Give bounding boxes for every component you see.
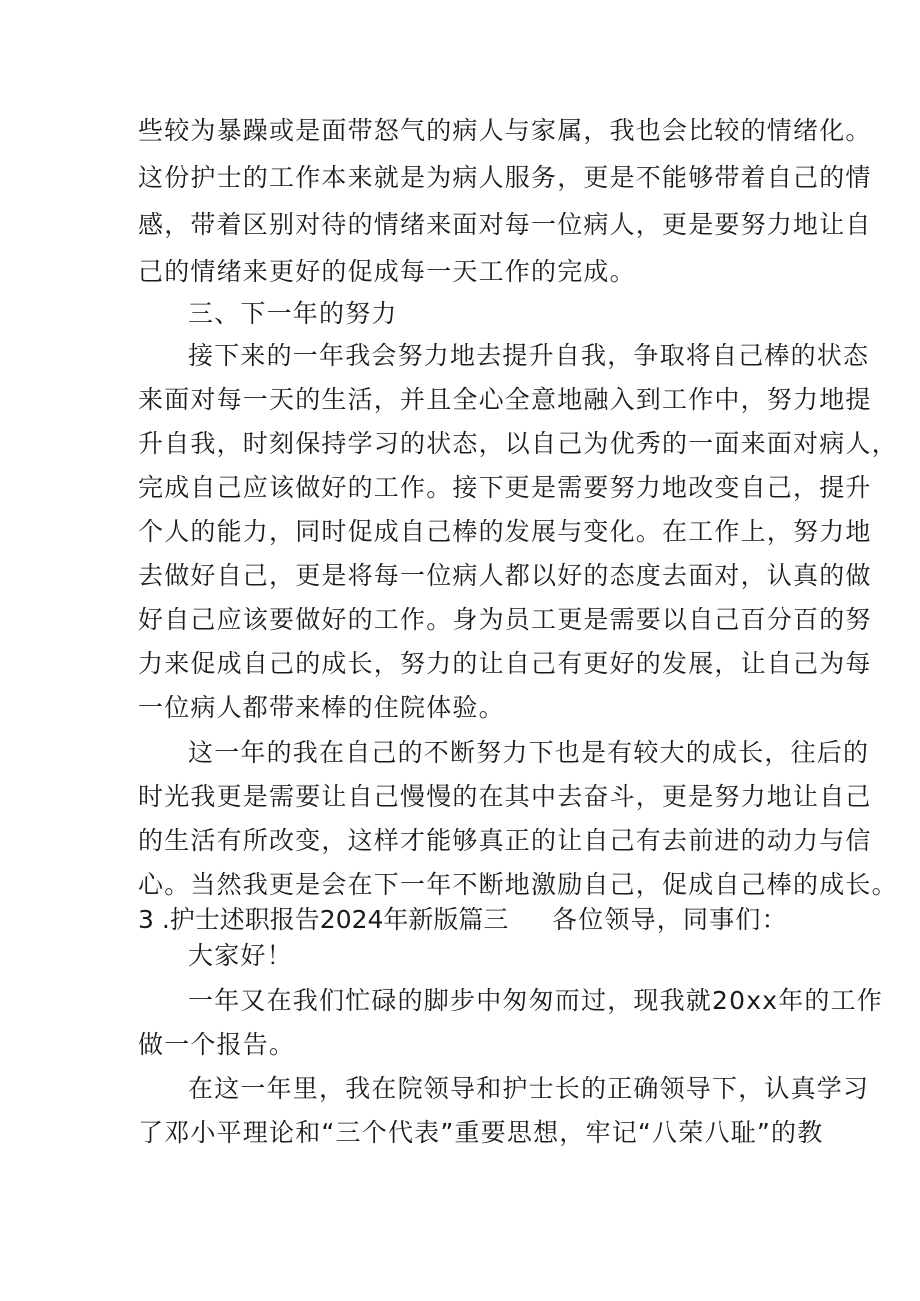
paragraph-line: 些较为暴躁或是面带怒气的病人与家属，我也会比较的情绪化。: [138, 116, 872, 145]
paragraph-line: 好自己应该要做好的工作。身为员工更是需要以自己百分百的努: [138, 605, 872, 634]
paragraph-line: 升自我，时刻保持学习的状态，以自己为优秀的一面来面对病人，: [138, 429, 898, 458]
paragraph-line: 来面对每一天的生活，并且全心全意地融入到工作中，努力地提: [138, 385, 872, 414]
paragraph-line: 去做好自己，更是将每一位病人都以好的态度去面对，认真的做: [138, 561, 872, 590]
paragraph-line: 完成自己应该做好的工作。接下更是需要努力地改变自己，提升: [138, 473, 872, 502]
section-heading: 三、下一年的努力: [188, 299, 398, 328]
paragraph-line: 做一个报告。: [138, 1030, 296, 1059]
paragraph-line: 个人的能力，同时促成自己棒的发展与变化。在工作上，努力地: [138, 517, 872, 546]
report-heading: 3 .护士述职报告2024年新版篇三: [138, 905, 509, 934]
paragraph-line: 力来促成自己的成长，努力的让自己有更好的发展，让自己为每: [138, 649, 872, 678]
paragraph-line: 接下来的一年我会努力地去提升自我，争取将自己棒的状态: [188, 341, 870, 370]
paragraph-line: 时光我更是需要让自己慢慢的在其中去奋斗，更是努力地让自己: [138, 782, 872, 811]
paragraph-line: 在这一年里，我在院领导和护士长的正确领导下，认真学习: [188, 1074, 870, 1103]
paragraph-line: 一年又在我们忙碌的脚步中匆匆而过，现我就20xx年的工作: [188, 986, 884, 1015]
paragraph-line: 感，带着区别对待的情绪来面对每一位病人，更是要努力地让自: [138, 210, 872, 239]
paragraph-line: 这份护士的工作本来就是为病人服务，更是不能够带着自己的情: [138, 163, 872, 192]
paragraph-line: 的生活有所改变，这样才能够真正的让自己有去前进的动力与信: [138, 826, 872, 855]
greeting: 大家好！: [188, 941, 293, 970]
paragraph-line: 己的情绪来更好的促成每一天工作的完成。: [138, 257, 636, 286]
salutation: 各位领导，同事们：: [552, 905, 788, 934]
paragraph-line: 一位病人都带来棒的住院体验。: [138, 693, 505, 722]
paragraph-line: 这一年的我在自己的不断努力下也是有较大的成长，往后的: [188, 738, 870, 767]
paragraph-line: 心。当然我更是会在下一年不断地激励自己，促成自己棒的成长。: [138, 870, 898, 899]
paragraph-line: 了邓小平理论和“三个代表”重要思想，牢记“八荣八耻”的教: [138, 1118, 824, 1147]
